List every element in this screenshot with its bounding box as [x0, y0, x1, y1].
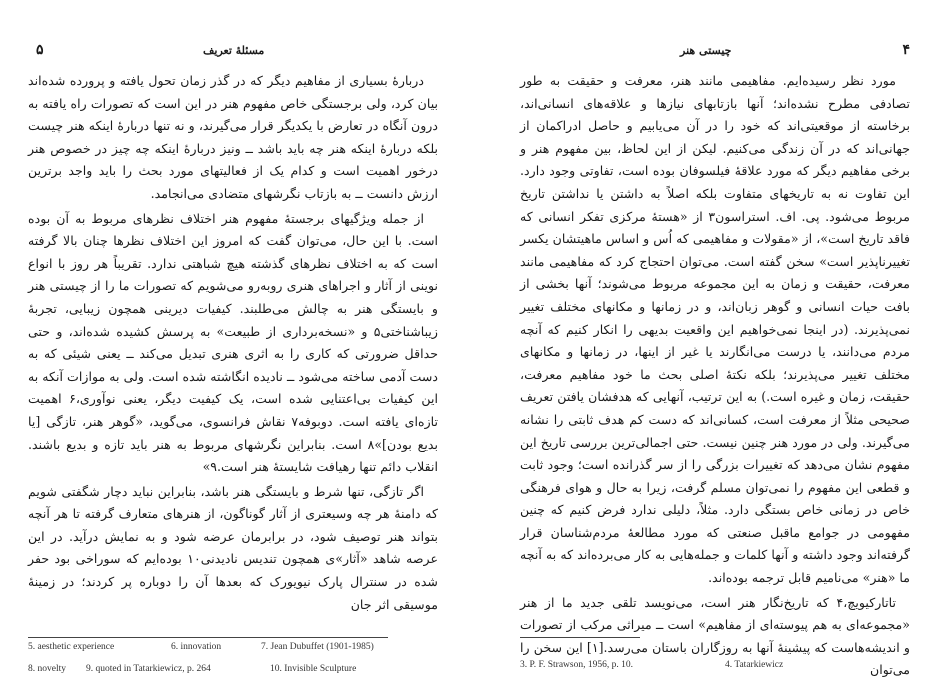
paragraph: از جمله ویژگیهای برجستهٔ مفهوم هنر اختلاف نظرهای مربوط به آن بوده است. با این حال، می‌توان گفت که امروز این اختلاف نظرها چنان بالا گرفته است که به اختلاف نظرهای گذشته هیچ شباهتی ندارد. تقریباً هر روز با انواع نوینی از آثار و اجراهای هنری روبه‌رو می‌شویم که تصورات ما را از چیستی هنر و بایستگی هنر به چالش می‌طلبند. کیفیات دیرینی همچون زیبایی، تجربهٔ زیباشناختی۵ و «نسخه‌برداری از طبیعت» به پرسش کشیده شده‌اند، و حتی حداقل ضرورتی که کاری را به اثری هنری تبدیل می‌کند ــ یعنی شیئی که به دست آدمی ساخته می‌شود ــ نادیده انگاشته شده است. ولی به موازات آنکه به این کیفیات بی‌اعتنایی شده است، یک کیفیت دیگر، یعنی نوآوری،۶ اهمیت تازه‌ای یافته است. دوبوفه۷ نقاش فرانسوی، می‌گوید، «گوهر هنر، تازگی [یا بدیع بودن]»۸ است. بنابراین نگرشهای مربوط به هنر باید تازه و بدیع باشند. انقلاب دائم تنها رهیافت شایستهٔ هنر است.۹» — [28, 210, 439, 475]
running-title: مسئلهٔ تعریف — [203, 44, 265, 57]
footnote: 4. Tatarkiewicz — [725, 660, 784, 670]
footnote: 3. P. F. Strawson, 1956, p. 10. — [520, 660, 633, 670]
paragraph: تاتارکیویچ،۴ که تاریخ‌نگار هنر است، می‌نویسد تلقی جدید ما از هنر «مجموعه‌ای به هم پیوسته‌ای از مفاهیم» است ــ میراثی مرکب از تصورات و اندیشه‌هاست که پیشینهٔ آنها به روزگاران باستان می‌رسد.[۱] این سخن را می‌توان — [520, 594, 910, 678]
left-page-body — [28, 70, 438, 616]
footnote: 8. novelty — [28, 664, 66, 674]
page-number: ۴ — [902, 42, 910, 58]
left-page-header — [28, 42, 438, 62]
right-page-body — [520, 70, 910, 682]
paragraph: مورد نظر رسیده‌ایم. مفاهیمی مانند هنر، معرفت و حقیقت به طور تصادفی مطرح نشده‌اند؛ آنها بازتابهای نیازها و علاقه‌های انسانی‌اند، برخاسته از موقعیتی‌اند که خود را در آن می‌یابیم و حاصل ادراکمان از جهانی‌اند که در آن زندگی می‌کنیم. لیکن از این لحاظ، بین مفهوم هنر و برخی مفاهیم دیگر که مورد علاقهٔ فیلسوفان بوده است، تفاوتی وجود دارد. این تفاوت نه به تاریخهای متفاوت بلکه اصلاً به داشتن یا نداشتن تاریخ مربوط می‌شود. پی. اف. استراسون۳ از «هستهٔ مرکزی تفکر انسانی که فاقد تاریخ است»، از «مقولات و مفاهیمی که اُس و اساس ماهیتشان یکسر تغییرناپذیر است» سخن گفته است. می‌توان احتجاج کرد که مفاهیمی مانند معرفت، حقیقت و زمان به این مجموعه مربوط می‌شوند؛ آنها بخشی از بافت حیات انسانی و گوهر زبان‌اند، و در زمانها و مکانهای مختلف تغییر نمی‌پذیرند. (در اینجا نمی‌خواهیم این واقعیت بدیهی را انکار کنیم که آنچه مردم می‌دانند، یا درست می‌انگارند یا غیر از اینها، در زمانها و مکانهای مختلف تغییر می‌پذیرند؛ بلکه نکتهٔ اصلی بحث ما خود مفاهیم معرفت، حقیقت، زمان و غیره است.) به این ترتیب، آنهایی که هدفشان یافتن تعریف صحیحی مثلاً از معرفت است، کسانی‌اند که دست کم هدف ثابتی را نشانه می‌گیرند. ولی در مورد هنر چنین نیست. حتی اجمالی‌ترین بررسی تاریخ این مفهوم نشان می‌دهد که تغییرات بزرگی را از سر گذرانده است؛ وجود ثابت و قطعی این مفهوم را نمی‌توان مسلم گرفت، زیرا به حال و هوای فرهنگی خاص در زمانی خاص بستگی دارد. مثلاً، دلیلی ندارد فرض کنیم که چنین مفهومی در جوامع ماقبل صنعتی که مورد مطالعهٔ مردم‌شناسان قرار گرفته‌اند وجود داشته و آنها کلمات و جمله‌هایی به کار می‌برده‌اند که به آنچه ما «هنر» می‌نامیم قابل ترجمه بوده‌اند. — [520, 73, 910, 586]
paragraph: اگر تازگی، تنها شرط و بایستگی هنر باشد، بنابراین نباید دچار شگفتی شویم که دامنهٔ هر چه وسیعتری از آثار گوناگون، از هنرهای متعارف گرفته تا هر آنچه بتواند هنر توصیف شود، در برابرمان عرضه شود و به نمایش درآید. در این عرصه شاهد «آثار»ی همچون تندیس نادیدنی۱۰ بوده‌ایم که سوراخی بود حفر شده در سنترال پارک نیویورک که بعدها آن را دوباره پر کردند؛ در زمینهٔ موسیقی اثر جان — [28, 483, 438, 612]
paragraph: دربارهٔ بسیاری از مفاهیم دیگر که در گذر زمان تحول یافته و پرورده شده‌اند بیان کرد، ولی برجستگی خاص مفهوم هنر در این است که تصورات راه یافته به درون آنگاه در تعارض با یکدیگر قرار می‌گیرند، و نه تنها دربارهٔ اینکه هنر چیست بلکه دربارهٔ اینکه هنر چه باید باشد ــ ونیز دربارهٔ اینکه چه چیز در خصوص هنر درخور اهمیت است و کدام یک از فعالیتهای مورد بحث را باید واجد برترین ارزش دانست ــ به بازتاب نگرشهای متضادی می‌انجامد. — [28, 73, 438, 201]
footnote: 9. quoted in Tatarkiewicz, p. 264 — [86, 664, 211, 674]
running-title: چیستی هنر — [680, 44, 732, 57]
footnotes — [28, 637, 388, 682]
right-page-header — [520, 42, 910, 62]
footnote-rule — [520, 637, 640, 638]
footnote: 5. aesthetic experience — [28, 642, 115, 652]
page-number: ۵ — [36, 42, 44, 58]
footnote: 10. Invisible Sculpture — [270, 664, 357, 674]
left-page — [28, 0, 438, 690]
footnote: 7. Jean Dubuffet (1901-1985) — [261, 642, 374, 652]
right-page — [520, 0, 910, 690]
footnote: 6. innovation — [171, 642, 222, 652]
